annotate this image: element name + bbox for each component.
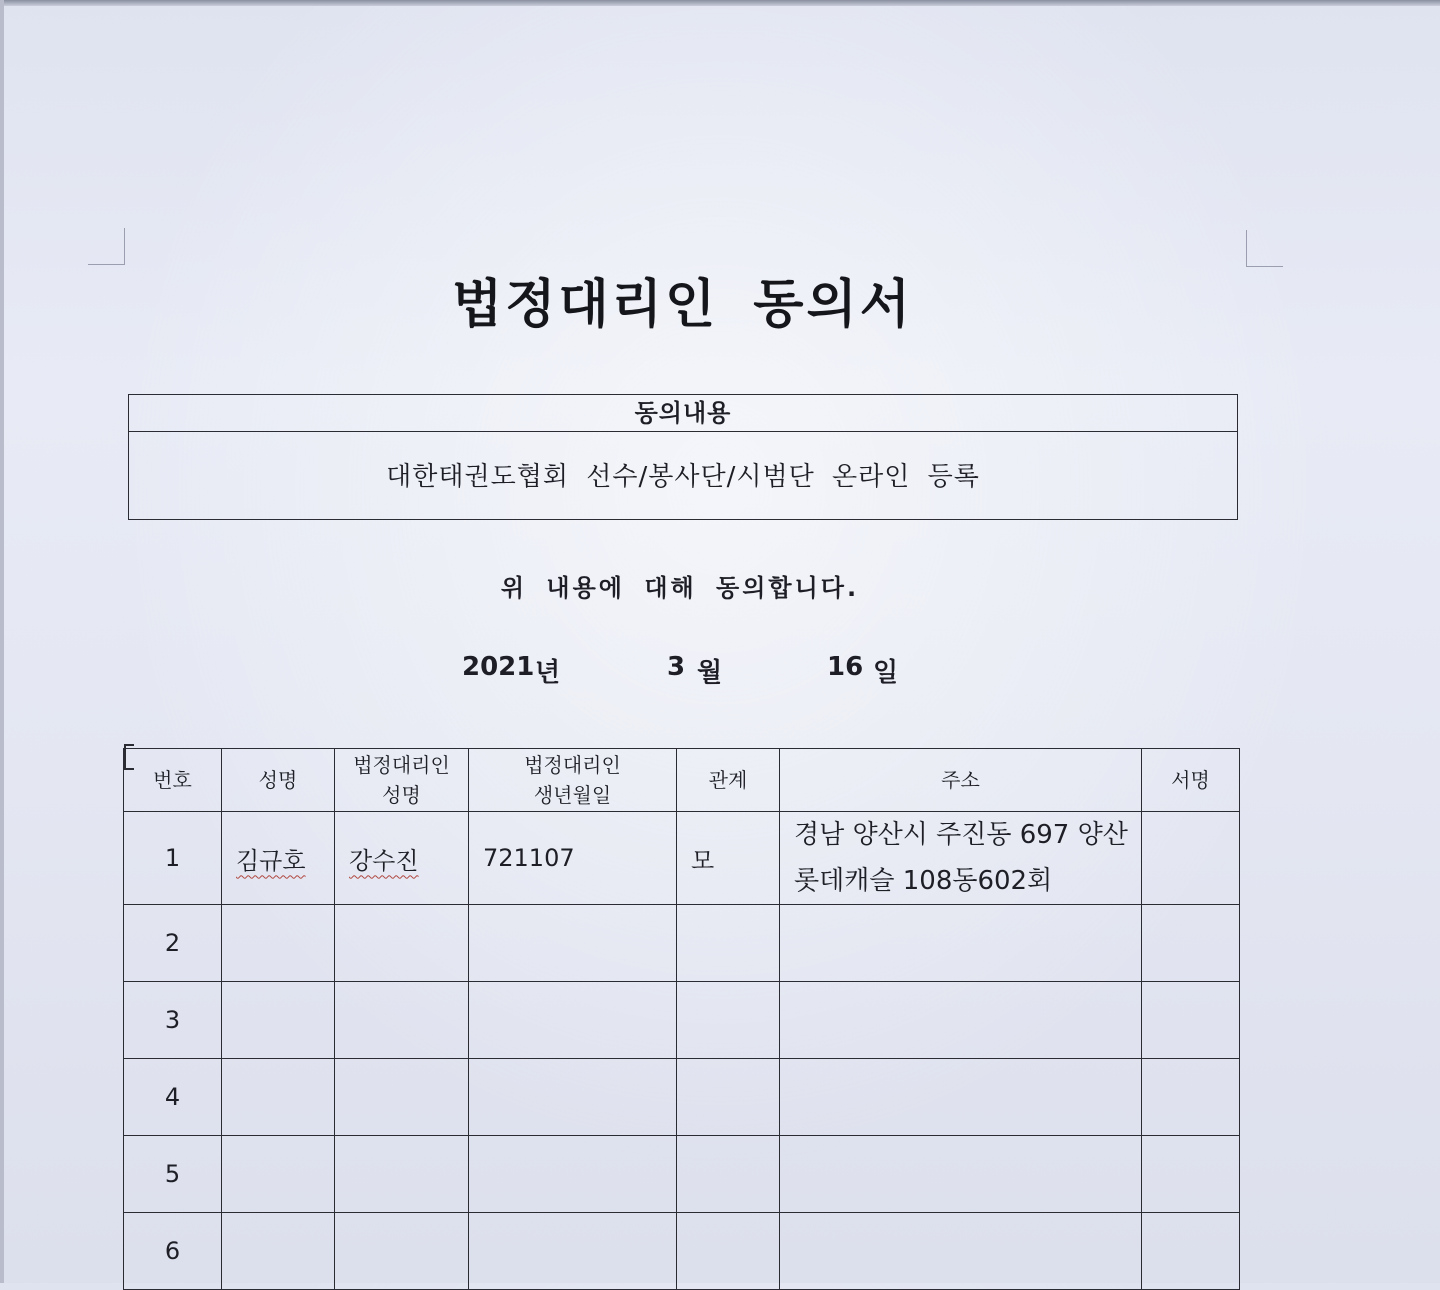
header-guardian-birth-line2: 생년월일 — [533, 783, 612, 807]
header-guardian-name[interactable] — [335, 749, 469, 812]
row-address[interactable]: 경남 양산시 주진동 697 양산 롯데캐슬 108동602회 — [780, 812, 1142, 905]
row-number[interactable]: 1 — [124, 812, 222, 905]
date-month-unit: 월 — [697, 658, 723, 688]
row-signature[interactable] — [1142, 1136, 1240, 1213]
header-guardian-birth[interactable] — [469, 749, 677, 812]
row-relation[interactable] — [677, 982, 780, 1059]
date-day-unit: 일 — [873, 658, 899, 688]
row-guardian-name[interactable] — [335, 905, 469, 982]
row-guardian-birth[interactable] — [469, 1136, 677, 1213]
date-month[interactable]: 3 — [667, 652, 686, 682]
header-address[interactable]: 주소 — [780, 749, 1142, 812]
row-signature[interactable] — [1142, 982, 1240, 1059]
document-title[interactable]: 법정대리인 동의서 — [452, 275, 913, 335]
row-signature[interactable] — [1142, 1213, 1240, 1290]
table-row — [124, 1136, 1240, 1213]
row-guardian-birth[interactable] — [469, 982, 677, 1059]
row-guardian-name[interactable] — [335, 1213, 469, 1290]
row-guardian-name[interactable] — [335, 982, 469, 1059]
header-signature[interactable]: 서명 — [1142, 749, 1240, 812]
row-address[interactable] — [780, 1059, 1142, 1136]
row-number[interactable]: 5 — [124, 1136, 222, 1213]
row-guardian-name[interactable] — [335, 812, 469, 905]
row-name[interactable] — [222, 905, 335, 982]
row-guardian-birth[interactable] — [469, 905, 677, 982]
row-name[interactable] — [222, 1136, 335, 1213]
row-relation[interactable] — [677, 1059, 780, 1136]
agreement-statement[interactable]: 위 내용에 대해 동의합니다. — [500, 574, 860, 602]
row-relation[interactable]: 모 — [677, 812, 780, 905]
date-line — [0, 652, 1360, 692]
registration-table — [123, 748, 1240, 1290]
consent-header[interactable]: 동의내용 — [129, 395, 1237, 432]
row-guardian-name-text: 강수진 — [349, 846, 419, 875]
row-address[interactable] — [780, 982, 1142, 1059]
header-number[interactable]: 번호 — [124, 749, 222, 812]
table-row — [124, 1213, 1240, 1290]
crop-mark-top-left — [88, 228, 125, 265]
row-address[interactable] — [780, 1136, 1142, 1213]
row-guardian-birth[interactable]: 721107 — [469, 812, 677, 905]
row-number[interactable]: 6 — [124, 1213, 222, 1290]
row-relation[interactable] — [677, 1136, 780, 1213]
row-signature[interactable] — [1142, 905, 1240, 982]
date-day[interactable]: 16 — [827, 652, 864, 682]
row-name[interactable] — [222, 1213, 335, 1290]
row-guardian-name[interactable] — [335, 1059, 469, 1136]
row-name-text: 김규호 — [236, 846, 306, 875]
row-name[interactable] — [222, 812, 335, 905]
header-guardian-name-line1: 법정대리인 — [353, 753, 450, 777]
row-name[interactable] — [222, 982, 335, 1059]
header-guardian-birth-line1: 법정대리인 — [524, 753, 621, 777]
table-row — [124, 1059, 1240, 1136]
header-relation[interactable]: 관계 — [677, 749, 780, 812]
row-number[interactable]: 4 — [124, 1059, 222, 1136]
monitor-bezel-top — [0, 0, 1440, 6]
row-guardian-name[interactable] — [335, 1136, 469, 1213]
table-header-row — [124, 749, 1240, 812]
row-relation[interactable] — [677, 905, 780, 982]
row-address[interactable] — [780, 1213, 1142, 1290]
header-name[interactable]: 성명 — [222, 749, 335, 812]
row-number[interactable]: 3 — [124, 982, 222, 1059]
consent-content[interactable] — [129, 432, 1237, 522]
row-guardian-birth[interactable] — [469, 1059, 677, 1136]
row-address[interactable] — [780, 905, 1142, 982]
date-year[interactable]: 2021 — [462, 652, 535, 682]
row-signature[interactable] — [1142, 812, 1240, 905]
consent-content-text: 대한태권도협회 선수/봉사단/시범단 온라인 등록 — [386, 462, 980, 492]
header-guardian-name-line2: 성명 — [382, 783, 421, 807]
row-relation[interactable] — [677, 1213, 780, 1290]
row-guardian-birth[interactable] — [469, 1213, 677, 1290]
monitor-bezel-left — [0, 0, 4, 1283]
consent-box — [128, 394, 1238, 520]
row-signature[interactable] — [1142, 1059, 1240, 1136]
row-number[interactable]: 2 — [124, 905, 222, 982]
date-year-unit: 년 — [535, 658, 561, 688]
table-row — [124, 982, 1240, 1059]
table-row — [124, 905, 1240, 982]
row-name[interactable] — [222, 1059, 335, 1136]
table-row — [124, 812, 1240, 905]
